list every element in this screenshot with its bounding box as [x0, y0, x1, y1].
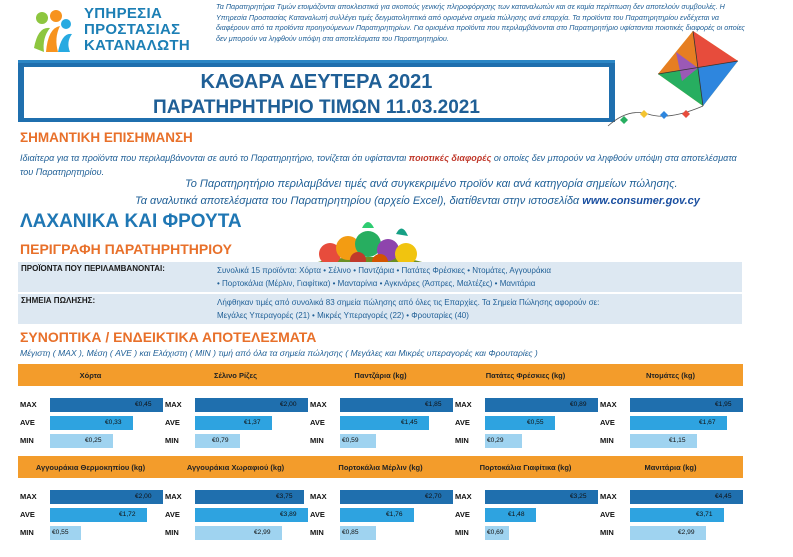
chart-category-label: MIN [165, 436, 179, 445]
chart-value-label: €0,59 [342, 437, 359, 444]
chart-category-label: MIN [20, 436, 34, 445]
chart-value-label: €4,45 [715, 493, 732, 500]
chart-row [308, 526, 453, 540]
price-chart [163, 456, 308, 541]
chart-value-label: €3,25 [570, 493, 587, 500]
chart-category-label: MIN [600, 528, 614, 537]
chart-row [308, 398, 453, 412]
description-value [214, 294, 742, 324]
chart-row [163, 526, 308, 540]
chart-title: Σέλινο Ρίζες [163, 364, 308, 386]
description-row-points [18, 294, 742, 324]
info-line-2-text: Τα αναλυτικά αποτελέσματα του Παρατηρητηρίου (αρχείο Excel), διατίθενται στην ιστοσελίδα [135, 195, 583, 207]
chart-value-label: €0,55 [527, 419, 544, 426]
important-heading: ΣΗΜΑΝΤΙΚΗ ΕΠΙΣΗΜΑΝΣΗ [20, 130, 193, 145]
chart-value-label: €2,99 [254, 529, 271, 536]
chart-row [18, 490, 163, 504]
price-chart [453, 456, 598, 541]
chart-row [453, 434, 598, 448]
chart-category-label: AVE [455, 418, 470, 427]
note-text-part: Ιδιαίτερα για τα προϊόντα που περιλαμβάνονται σε αυτό το Παρατηρητήριο, τονίζεται ότι υφίστανται [20, 153, 409, 163]
logo-line-1: ΥΠΗΡΕΣΙΑ [84, 5, 163, 22]
chart-row [18, 508, 163, 522]
chart-value-label: €0,33 [105, 419, 122, 426]
chart-row [163, 398, 308, 412]
chart-row [598, 398, 743, 412]
title-banner [18, 60, 615, 122]
chart-category-label: AVE [165, 510, 180, 519]
chart-category-label: MIN [310, 528, 324, 537]
chart-category-label: MAX [310, 492, 327, 501]
chart-category-label: MAX [600, 400, 617, 409]
price-chart [598, 364, 743, 449]
chart-category-label: MIN [600, 436, 614, 445]
chart-category-label: MAX [20, 492, 37, 501]
website-link[interactable]: www.consumer.gov.cy [582, 195, 700, 207]
banner-subtitle: ΠΑΡΑΤΗΡΗΤΗΡΙΟ ΤΙΜΩΝ 11.03.2021 [153, 97, 480, 118]
chart-value-label: €3,75 [276, 493, 293, 500]
chart-value-label: €2,00 [280, 401, 297, 408]
chart-value-label: €0,29 [487, 437, 504, 444]
disclaimer-text: Τα Παρατηρητήρια Τιμών ετοιμάζονται αποκλειστικά για σκοπούς γενικής πληροφόρησης των καταναλωτών και σε καμία περίπτωση δεν αποτελούν συμβουλές. Η Υπηρεσία Προστασίας Καταναλωτή συλλέγει τιμές δειγματοληπτικά από ορισμένα σημεία πώλησης ανά επαρχία. Τα προϊόντα του Παρατηρητηρίου ενδέχεται να διαφέρουν από τα προϊόντα προηγούμενων Παρατηρητηρίων. Για ορισμένα προϊόντα που περιλαμβάνονται στο Παρατηρητήριο υφίστανται ποιοτικές διαφορές οι οποίες δεν μπορούν να ληφθούν υπόψη στα αποτελέσματα του Παρατηρητηρίου. [216, 2, 745, 43]
chart-bar [50, 434, 113, 448]
logo-line-2: ΠΡΟΣΤΑΣΙΑΣ [84, 21, 181, 38]
chart-row [308, 508, 453, 522]
summary-heading: ΣΥΝΟΠΤΙΚΑ / ΕΝΔΕΙΚΤΙΚΑ ΑΠΟΤΕΛΕΣΜΑΤΑ [20, 329, 317, 345]
chart-row [163, 434, 308, 448]
chart-value-label: €0,85 [342, 529, 359, 536]
consumer-protection-logo-icon [28, 8, 78, 56]
description-line: • Πορτοκάλια (Μέρλιν, Γιαφίτικα) • Μανταρίνια • Αγκινάρες (Άσπρες, Μαλτέζες) • Μανιτάρια [217, 279, 536, 288]
chart-row [598, 434, 743, 448]
description-key: ΠΡΟΪΟΝΤΑ ΠΟΥ ΠΕΡΙΛΑΜΒΑΝΟΝΤΑΙ: [21, 264, 165, 273]
chart-value-label: €1,15 [669, 437, 686, 444]
price-chart [308, 456, 453, 541]
chart-title: Ντομάτες (kg) [598, 364, 743, 386]
chart-row [18, 526, 163, 540]
banner-title: ΚΑΘΑΡΑ ΔΕΥΤΕΡΑ 2021 [200, 71, 433, 93]
description-value [214, 262, 742, 292]
chart-row [308, 490, 453, 504]
chart-title: Πορτοκάλια Μέρλιν (kg) [308, 456, 453, 478]
chart-category-label: AVE [455, 510, 470, 519]
summary-caption: Μέγιστη ( MAX ), Μέση ( AVE ) και Ελάχιστη ( MIN ) τιμή από όλα τα σημεία πώλησης ( Μεγάλες και Μικρές υπεραγορές και Φρουταρίες ) [20, 348, 538, 358]
chart-title: Αγγουράκια Χωραφιού (kg) [163, 456, 308, 478]
chart-row [598, 490, 743, 504]
chart-category-label: MAX [310, 400, 327, 409]
description-line: Λήφθηκαν τιμές από συνολικά 83 σημεία πώλησης από όλες τις Επαρχίες. Τα Σημεία Πώλησης αφορούν σε: [217, 298, 600, 307]
chart-value-label: €0,79 [212, 437, 229, 444]
price-chart [18, 364, 163, 449]
chart-value-label: €0,25 [85, 437, 102, 444]
info-line-1: Το Παρατηρητήριο περιλαμβάνει τιμές ανά συγκεκριμένο προϊόν και ανά κατηγορία σημείων πώλησης. [185, 178, 678, 190]
banner-inner [24, 67, 609, 118]
description-key: ΣΗΜΕΙΑ ΠΩΛΗΣΗΣ: [21, 296, 96, 305]
logo [28, 6, 198, 56]
description-line: Μεγάλες Υπεραγορές (21) • Μικρές Υπεραγορές (22) • Φρουταρίες (40) [217, 311, 469, 320]
chart-bar [485, 416, 555, 430]
description-line: Συνολικά 15 προϊόντα: Χόρτα • Σέλινο • Παντζάρια • Πατάτες Φρέσκιες • Ντομάτες, Αγγουράκια [217, 266, 551, 275]
chart-title: Μανιτάρια (kg) [598, 456, 743, 478]
price-chart [18, 456, 163, 541]
chart-value-label: €0,55 [52, 529, 69, 536]
info-line-2 [135, 195, 700, 207]
chart-category-label: AVE [310, 510, 325, 519]
chart-row [598, 526, 743, 540]
chart-value-label: €0,69 [487, 529, 504, 536]
chart-row [163, 508, 308, 522]
chart-title: Χόρτα [18, 364, 163, 386]
chart-value-label: €1,72 [119, 511, 136, 518]
chart-value-label: €1,85 [425, 401, 442, 408]
chart-row [453, 490, 598, 504]
chart-category-label: MIN [455, 528, 469, 537]
price-chart [308, 364, 453, 449]
chart-title: Παντζάρια (kg) [308, 364, 453, 386]
chart-value-label: €1,67 [699, 419, 716, 426]
chart-category-label: AVE [165, 418, 180, 427]
chart-row [308, 416, 453, 430]
chart-row [163, 490, 308, 504]
chart-category-label: MAX [20, 400, 37, 409]
chart-bar [630, 434, 697, 448]
note-text-part: οι οποίες δεν μπορούν να ληφθούν υπόψη στα αποτελέσματα του Παρατηρητηρίου. [20, 153, 737, 177]
chart-value-label: €1,45 [401, 419, 418, 426]
chart-row [163, 416, 308, 430]
description-row-products [18, 262, 742, 292]
logo-line-3: ΚΑΤΑΝΑΛΩΤΗ [84, 37, 190, 54]
chart-category-label: MIN [165, 528, 179, 537]
chart-category-label: MIN [310, 436, 324, 445]
price-chart [163, 364, 308, 449]
chart-category-label: AVE [20, 418, 35, 427]
chart-title: Αγγουράκια Θερμοκηπίου (kg) [18, 456, 163, 478]
chart-row [18, 398, 163, 412]
chart-category-label: MAX [455, 492, 472, 501]
chart-category-label: AVE [600, 510, 615, 519]
chart-category-label: MIN [20, 528, 34, 537]
chart-value-label: €3,71 [696, 511, 713, 518]
chart-row [453, 398, 598, 412]
chart-value-label: €0,89 [570, 401, 587, 408]
chart-row [453, 416, 598, 430]
chart-value-label: €2,99 [678, 529, 695, 536]
chart-category-label: MAX [455, 400, 472, 409]
chart-row [453, 508, 598, 522]
chart-row [18, 434, 163, 448]
price-chart [598, 456, 743, 541]
chart-row [453, 526, 598, 540]
chart-category-label: AVE [600, 418, 615, 427]
chart-category-label: AVE [310, 418, 325, 427]
chart-value-label: €2,70 [425, 493, 442, 500]
chart-value-label: €2,00 [135, 493, 152, 500]
note-text-bold: ποιοτικές διαφορές [408, 153, 492, 163]
price-chart [453, 364, 598, 449]
chart-value-label: €1,95 [715, 401, 732, 408]
chart-value-label: €3,89 [280, 511, 297, 518]
chart-title: Πατάτες Φρέσκιες (kg) [453, 364, 598, 386]
section-title: ΛΑΧΑΝΙΚΑ ΚΑΙ ΦΡΟΥΤΑ [20, 211, 242, 232]
description-table [18, 262, 742, 326]
chart-value-label: €0,45 [135, 401, 152, 408]
chart-value-label: €1,76 [386, 511, 403, 518]
chart-row [598, 416, 743, 430]
chart-row [18, 416, 163, 430]
chart-category-label: MIN [455, 436, 469, 445]
chart-category-label: MAX [600, 492, 617, 501]
chart-category-label: MAX [165, 400, 182, 409]
chart-value-label: €1,48 [508, 511, 525, 518]
logo-text [84, 6, 190, 54]
chart-category-label: AVE [20, 510, 35, 519]
chart-row [598, 508, 743, 522]
chart-value-label: €1,37 [244, 419, 261, 426]
description-heading: ΠΕΡΙΓΡΑΦΗ ΠΑΡΑΤΗΡΗΤΗΡΙΟΥ [20, 241, 232, 257]
kite-illustration-icon [598, 26, 748, 136]
chart-category-label: MAX [165, 492, 182, 501]
chart-row [308, 434, 453, 448]
important-note [20, 151, 740, 179]
chart-title: Πορτοκάλια Γιαφίτικα (kg) [453, 456, 598, 478]
